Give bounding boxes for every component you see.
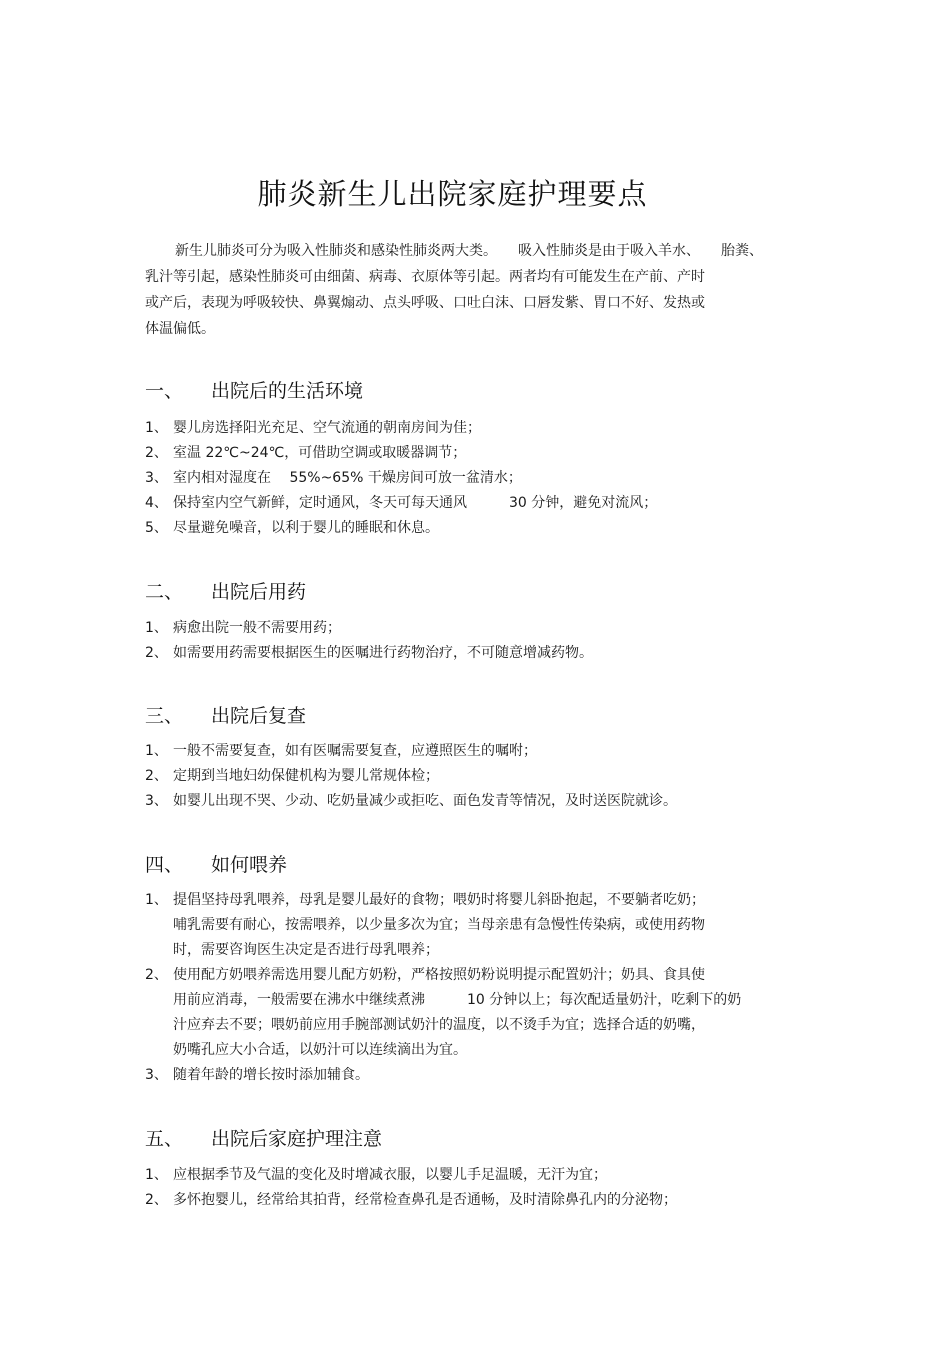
list-item xyxy=(145,888,825,963)
intro-line: 新生儿肺炎可分为吸入性肺炎和感染性肺炎两大类。 吸入性肺炎是由于吸入羊水、 胎粪、 xyxy=(175,243,763,259)
item-number: 2、 xyxy=(145,1192,168,1208)
item-text: 多怀抱婴儿，经常给其拍背，经常检查鼻孔是否通畅，及时清除鼻孔内的分泌物； xyxy=(173,1192,677,1208)
item-text: 定期到当地妇幼保健机构为婴儿常规体检； xyxy=(173,768,439,784)
intro-line: 体温偏低。 xyxy=(145,321,215,337)
section-number: 一、 xyxy=(145,380,184,402)
section-number: 四、 xyxy=(145,854,184,876)
item-number: 3、 xyxy=(145,1067,168,1083)
list-item xyxy=(145,616,825,641)
section-title: 出院后的生活环境 xyxy=(211,380,364,402)
item-number: 2、 xyxy=(145,645,168,661)
section-number: 五、 xyxy=(145,1128,184,1150)
item-text: 随着年龄的增长按时添加辅食。 xyxy=(173,1067,369,1083)
item-text: 使用配方奶喂养需选用婴儿配方奶粉，严格按照奶粉说明提示配置奶汁；奶具、食具使 xyxy=(173,967,705,983)
list-item xyxy=(145,516,825,541)
list-item xyxy=(145,491,825,516)
section-title: 如何喂养 xyxy=(211,854,288,876)
list-item xyxy=(145,1063,825,1088)
item-number: 1、 xyxy=(145,1167,168,1183)
list-item xyxy=(145,441,825,466)
section-list-home-care xyxy=(145,1163,825,1213)
section-list-medication xyxy=(145,616,825,666)
item-number: 3、 xyxy=(145,793,168,809)
intro-paragraph xyxy=(145,238,825,342)
section-title: 出院后家庭护理注意 xyxy=(211,1128,383,1150)
section-number: 三、 xyxy=(145,705,184,727)
document-title: 肺炎新生儿出院家庭护理要点 xyxy=(257,177,648,211)
item-number: 4、 xyxy=(145,495,168,511)
item-text: 保持室内空气新鲜，定时通风，冬天可每天通风 30 分钟，避免对流风； xyxy=(173,495,658,511)
item-text: 如需要用药需要根据医生的医嘱进行药物治疗，不可随意增减药物。 xyxy=(173,645,593,661)
item-text: 婴儿房选择阳光充足、空气流通的朝南房间为佳； xyxy=(173,420,481,436)
item-text: 哺乳需要有耐心，按需喂养，以少量多次为宜；当母亲患有急慢性传染病，或使用药物 xyxy=(173,917,705,933)
section-list-follow-up xyxy=(145,739,825,814)
item-number: 1、 xyxy=(145,420,168,436)
item-text: 如婴儿出现不哭、少动、吃奶量减少或拒吃、面色发青等情况，及时送医院就诊。 xyxy=(173,793,677,809)
item-text: 用前应消毒，一般需要在沸水中继续煮沸 10 分钟以上；每次配适量奶汁，吃剩下的奶 xyxy=(173,992,742,1008)
list-item xyxy=(145,466,825,491)
list-item xyxy=(145,416,825,441)
item-number: 3、 xyxy=(145,470,168,486)
section-heading-follow-up xyxy=(145,701,306,731)
item-text: 提倡坚持母乳喂养，母乳是婴儿最好的食物；喂奶时将婴儿斜卧抱起，不要躺者吃奶； xyxy=(173,892,705,908)
section-heading-medication xyxy=(145,577,306,607)
item-number: 2、 xyxy=(145,967,168,983)
section-list-feeding xyxy=(145,888,825,1088)
item-text: 汁应弃去不要；喂奶前应用手腕部测试奶汁的温度，以不烫手为宜；选择合适的奶嘴， xyxy=(173,1017,705,1033)
section-title: 出院后复查 xyxy=(211,705,307,727)
intro-line: 或产后，表现为呼吸较快、鼻翼煽动、点头呼吸、口吐白沫、口唇发紫、胃口不好、发热或 xyxy=(145,295,705,311)
section-heading-home-care xyxy=(145,1124,382,1154)
item-text: 时，需要咨询医生决定是否进行母乳喂养； xyxy=(173,942,439,958)
intro-line: 乳汁等引起，感染性肺炎可由细菌、病毒、衣原体等引起。两者均有可能发生在产前、产时 xyxy=(145,269,705,285)
item-text: 尽量避免噪音，以利于婴儿的睡眠和休息。 xyxy=(173,520,439,536)
item-number: 2、 xyxy=(145,445,168,461)
section-heading-feeding xyxy=(145,850,287,880)
item-text: 一般不需要复查，如有医嘱需要复查，应遵照医生的嘱咐； xyxy=(173,743,537,759)
item-text: 应根据季节及气温的变化及时增减衣服，以婴儿手足温暖，无汗为宜； xyxy=(173,1167,607,1183)
list-item xyxy=(145,1188,825,1213)
item-text: 室内相对湿度在 55%~65% 干燥房间可放一盆清水； xyxy=(173,470,522,486)
list-item xyxy=(145,963,825,1063)
section-list-environment xyxy=(145,416,825,541)
item-text: 奶嘴孔应大小合适，以奶汁可以连续滴出为宜。 xyxy=(173,1042,467,1058)
item-text: 病愈出院一般不需要用药； xyxy=(173,620,341,636)
item-number: 1、 xyxy=(145,620,168,636)
list-item xyxy=(145,764,825,789)
section-number: 二、 xyxy=(145,581,184,603)
item-number: 1、 xyxy=(145,892,168,908)
item-number: 2、 xyxy=(145,768,168,784)
item-number: 5、 xyxy=(145,520,168,536)
item-number: 1、 xyxy=(145,743,168,759)
item-text: 室温 22℃~24℃，可借助空调或取暖器调节； xyxy=(173,445,467,461)
section-heading-environment xyxy=(145,376,363,406)
list-item xyxy=(145,641,825,666)
section-title: 出院后用药 xyxy=(211,581,307,603)
list-item xyxy=(145,789,825,814)
list-item xyxy=(145,739,825,764)
list-item xyxy=(145,1163,825,1188)
